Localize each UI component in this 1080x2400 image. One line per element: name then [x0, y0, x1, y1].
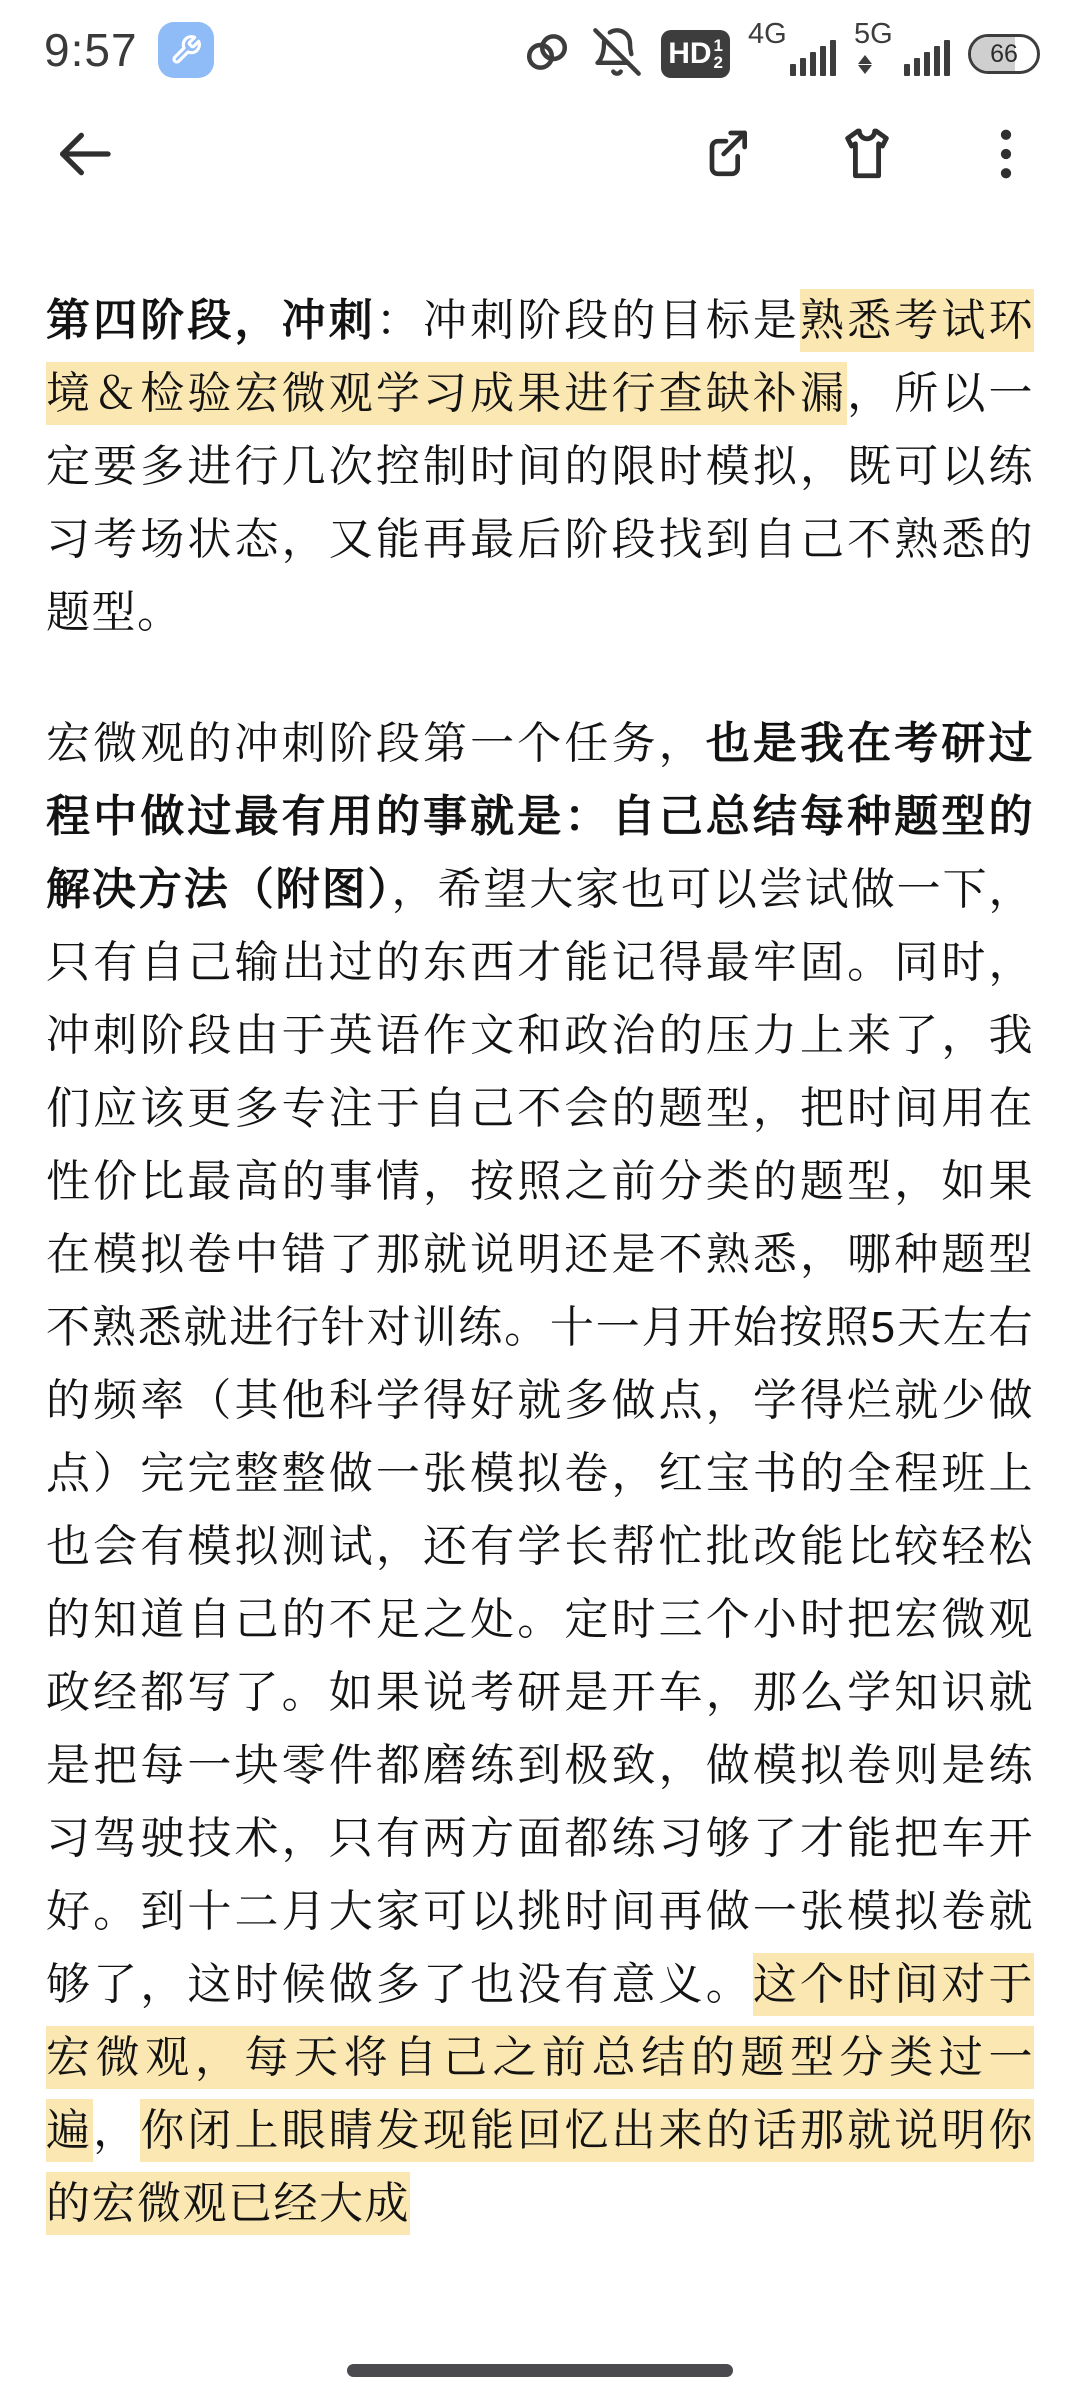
network-4g-label: 4G [748, 18, 787, 50]
paragraph [46, 707, 1034, 2240]
more-options-button[interactable] [980, 124, 1032, 184]
data-transfer-arrows-icon [858, 55, 872, 74]
article-body [0, 212, 1080, 2240]
status-bar-left [44, 22, 214, 78]
bold-text: 也是我在考研过程中做过最有用的事就是：自己总结每种题型的解决方法（附图） [46, 719, 1034, 914]
highlighted-text: 熟悉考试环境＆检验宏微观学习成果进行查缺补漏 [46, 289, 1034, 425]
hd-label: HD [668, 37, 712, 70]
highlighted-text: 这个时间对于宏微观，每天将自己之前总结的题型分类过一遍 [46, 1953, 1034, 2162]
share-icon [698, 126, 754, 182]
network-5g-label: 5G [854, 18, 893, 50]
shirt-icon [838, 125, 896, 183]
kebab-menu-icon [980, 124, 1032, 184]
wrench-app-icon [158, 22, 214, 78]
signal-4g-icon [748, 18, 836, 78]
signal-5g-icon [854, 18, 950, 78]
body-text: ：冲刺阶段的目标是 [375, 296, 800, 345]
body-text: 宏微观的冲刺阶段第一个任务， [46, 719, 706, 768]
toolbar-actions [698, 124, 1032, 184]
status-bar-right [521, 18, 1040, 78]
share-button[interactable] [698, 126, 754, 182]
link-icon [521, 26, 573, 78]
hd-volte-badge [661, 30, 730, 78]
highlighted-text: 你闭上眼睛发现能回忆出来的话那就说明你的宏微观已经大成 [46, 2099, 1034, 2235]
signal-bars-5g [904, 40, 950, 76]
body-text: ，所以一定要多进行几次控制时间的限时模拟，既可以练习考场状态，又能再最后阶段找到自己不熟悉的题型。 [46, 369, 1034, 637]
battery-percent: 66 [990, 39, 1018, 68]
battery-icon [968, 34, 1040, 74]
toolbar [0, 96, 1080, 212]
bell-muted-icon [591, 26, 643, 78]
signal-bars-4g [790, 40, 836, 76]
body-text: ， [93, 2106, 141, 2155]
back-arrow-icon [52, 122, 116, 186]
body-text: ，希望大家也可以尝试做一下，只有自己输出过的东西才能记得最牢固。同时，冲刺阶段由于英语作文和政治的压力上来了，我们应该更多专注于自己不会的题型，把时间用在性价比最高的事情，按照之前分类的题型，如果在模拟卷中错了那就说明还是不熟悉，哪种题型不熟悉就进行针对训练。十一月开始按照5天左右的频率（其他科学得好就多做点，学得烂就少做点）完完整整做一张模拟卷，红宝书的全程班上也会有模拟测试，还有学长帮忙批改能比较轻松的知道自己的不足之处。定时三个小时把宏微观政经都写了。如果说考研是开车，那么学知识就是把每一块零件都磨练到极致，做模拟卷则是练习驾驶技术，只有两方面都练习够了才能把车开好。到十二月大家可以挑时间再做一张模拟卷就够了，这时候做多了也没有意义。 [46, 865, 1035, 2009]
home-indicator[interactable] [347, 2364, 733, 2377]
paragraph [46, 284, 1034, 649]
hd-sim-numbers: 1 2 [713, 36, 723, 72]
bold-text: 第四阶段，冲刺 [46, 296, 376, 345]
back-button[interactable] [52, 122, 116, 186]
status-bar [0, 0, 1080, 84]
clothes-button[interactable] [838, 125, 896, 183]
clock: 9:57 [44, 24, 138, 76]
